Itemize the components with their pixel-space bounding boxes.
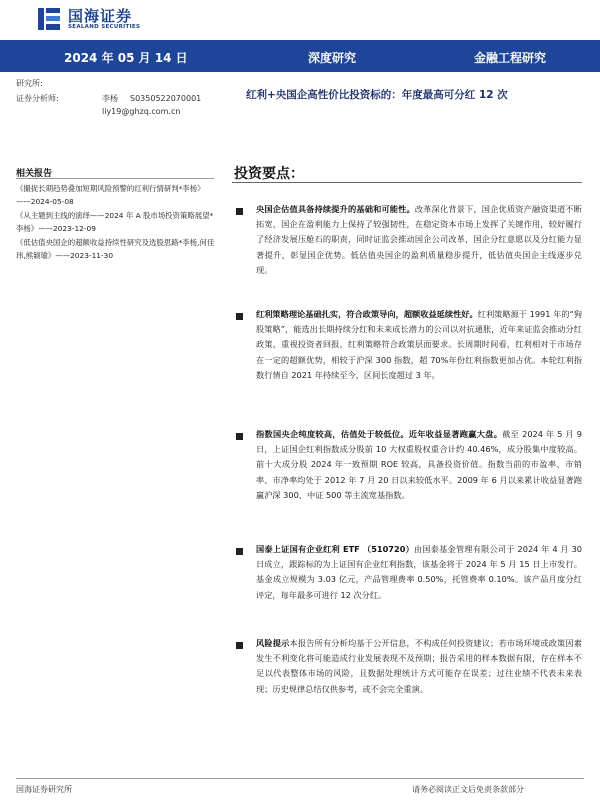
footer-disclaimer: 请务必阅读正文后免责条款部分 xyxy=(412,785,524,794)
report-category: 金融工程研究 xyxy=(474,51,547,65)
bullet-icon xyxy=(236,208,243,215)
analyst-license: S0350522070001 xyxy=(130,94,202,103)
footer-divider xyxy=(16,778,584,779)
bullet-icon xyxy=(236,642,243,649)
risk-warning xyxy=(256,636,582,697)
footer-institute: 国海证券研究所 xyxy=(16,785,72,794)
related-report-date: ——2024-05-08 xyxy=(16,197,74,207)
key-point-lead: 央国企估值具备持续提升的基础和可能性。 xyxy=(256,204,415,214)
key-point-text: 由国泰基金管理有限公司于 2024 年 4 月 30 日成立，跟踪标的为上证国有企业红利指数，该基金将于 2024 年 5 月 15 日上市发行。基金成立规模为 3.03 亿元，产品管理费率 0.50%，托管费率 0.10%。该产品月度分红评定，每年最多可进行 12 次分红。 xyxy=(256,544,583,600)
brand-name-cn: 国海证券 xyxy=(68,7,133,25)
analyst-dept-label: 研究所: xyxy=(16,79,43,88)
key-point xyxy=(256,307,582,383)
key-point-lead: 指数国央企纯度较高，估值处于较低位。近年收益显著跑赢大盘。 xyxy=(256,429,503,439)
investment-highlights-heading: 投资要点： xyxy=(234,166,304,182)
key-point-lead: 国泰上证国有企业红利 ETF （510720） xyxy=(256,544,414,554)
report-date: 2024 年 05 月 14 日 xyxy=(64,51,188,65)
key-point-text: 改革深化背景下，国企优质资产融资渠道不断拓宽，国企在盈利能力上保持了较强韧性，在稳定资本市场上发挥了关键作用，较好履行了经济发展压舱石的职责，同时证监会推动国企公司改革，国企分红意愿以及分红能力显著提升，彰显国企优势。低估值央国企的盈利质量稳步提升，低估值央国企主线逐步兑现。 xyxy=(256,204,582,275)
report-title: 红利+央国企高性价比投资标的：年度最高可分红 12 次 xyxy=(246,89,508,101)
bullet-icon xyxy=(236,313,243,320)
key-point xyxy=(256,542,582,603)
related-report-title: 《撮捉长期趋势叠加短期风险预警的红利行情研判*李杨》 xyxy=(16,184,205,193)
key-point-lead: 红利策略理论基础扎实，符合政策导向，超额收益延续性好。 xyxy=(256,309,478,319)
related-report-item[interactable] xyxy=(16,182,216,209)
key-point xyxy=(256,427,582,503)
sealand-logo-icon xyxy=(36,6,62,32)
key-point xyxy=(256,202,582,278)
key-point-text: 红利策略源于 1991 年的“狗股策略”，能选出长期持续分红和未来成长潜力的公司以对抗通胀，近年来证监会推动分红政策，重视投资者回报，红利策略符合政策层面要求。长周期时间看，红利相对于市场存在一定的超额优势，相较于沪深 300 指数，超 70%年份红利指数更加占优。本轮红利指数行情自 2021 年持续至今，区间长度超过 3 年。 xyxy=(256,309,582,380)
related-divider xyxy=(16,178,214,179)
header-bar xyxy=(0,40,600,72)
bullet-icon xyxy=(236,548,243,555)
brand-name-en: SEALAND SECURITIES xyxy=(68,24,141,30)
analyst-name: 李杨 xyxy=(102,94,118,103)
related-report-date: ——2023-12-09 xyxy=(38,224,96,234)
related-report-item[interactable] xyxy=(16,209,216,236)
related-report-title: 《从主题到主线的演绎——2024 年 A 股市场投资策略展望*李杨》 xyxy=(16,210,214,234)
bullet-icon xyxy=(236,433,243,440)
key-point-text: 截至 2024 年 5 月 9 日，上证国企红利指数成分股前 10 大权重股权重合计约 40.46%，成分股集中度较高。前十大成分股 2024 年一致预期 ROE 较高，具备投资价值。指数当前的市盈率、市销率、市净率均处于 2012 年 7 月 20 日以来较低水平。2009 年 6 月以来累计收益显著跑赢沪深 300、中证 500 等主流宽基指数。 xyxy=(256,429,582,500)
risk-warning-lead: 风险提示 xyxy=(256,638,290,648)
analyst-email[interactable]: liy19@ghzq.com.cn xyxy=(102,107,181,116)
report-type: 深度研究 xyxy=(308,51,357,65)
related-reports-list xyxy=(16,182,216,262)
risk-warning-text: 本报告所有分析均基于公开信息，不构成任何投资建议；若市场环境或政策因素发生不利变化将可能造成行业发展表现不及预期；报告采用的样本数据有限，存在样本不足以代表整体市场的风险，且数据处理统计方式可能存在误差；过往业绩不代表未来表现；历史规律总结仅供参考，或不会完全重演。 xyxy=(256,638,582,694)
related-report-item[interactable] xyxy=(16,236,216,263)
analyst-role-label: 证券分析师: xyxy=(16,94,59,103)
related-reports-heading: 相关报告 xyxy=(16,169,53,179)
related-report-date: ——2023-11-30 xyxy=(55,251,114,261)
related-report-title: 《低估值央国企的超额收益持续性研究及选股思路*李杨,何佳玮,熊颖瑜》 xyxy=(16,237,215,261)
section-divider xyxy=(232,182,582,183)
